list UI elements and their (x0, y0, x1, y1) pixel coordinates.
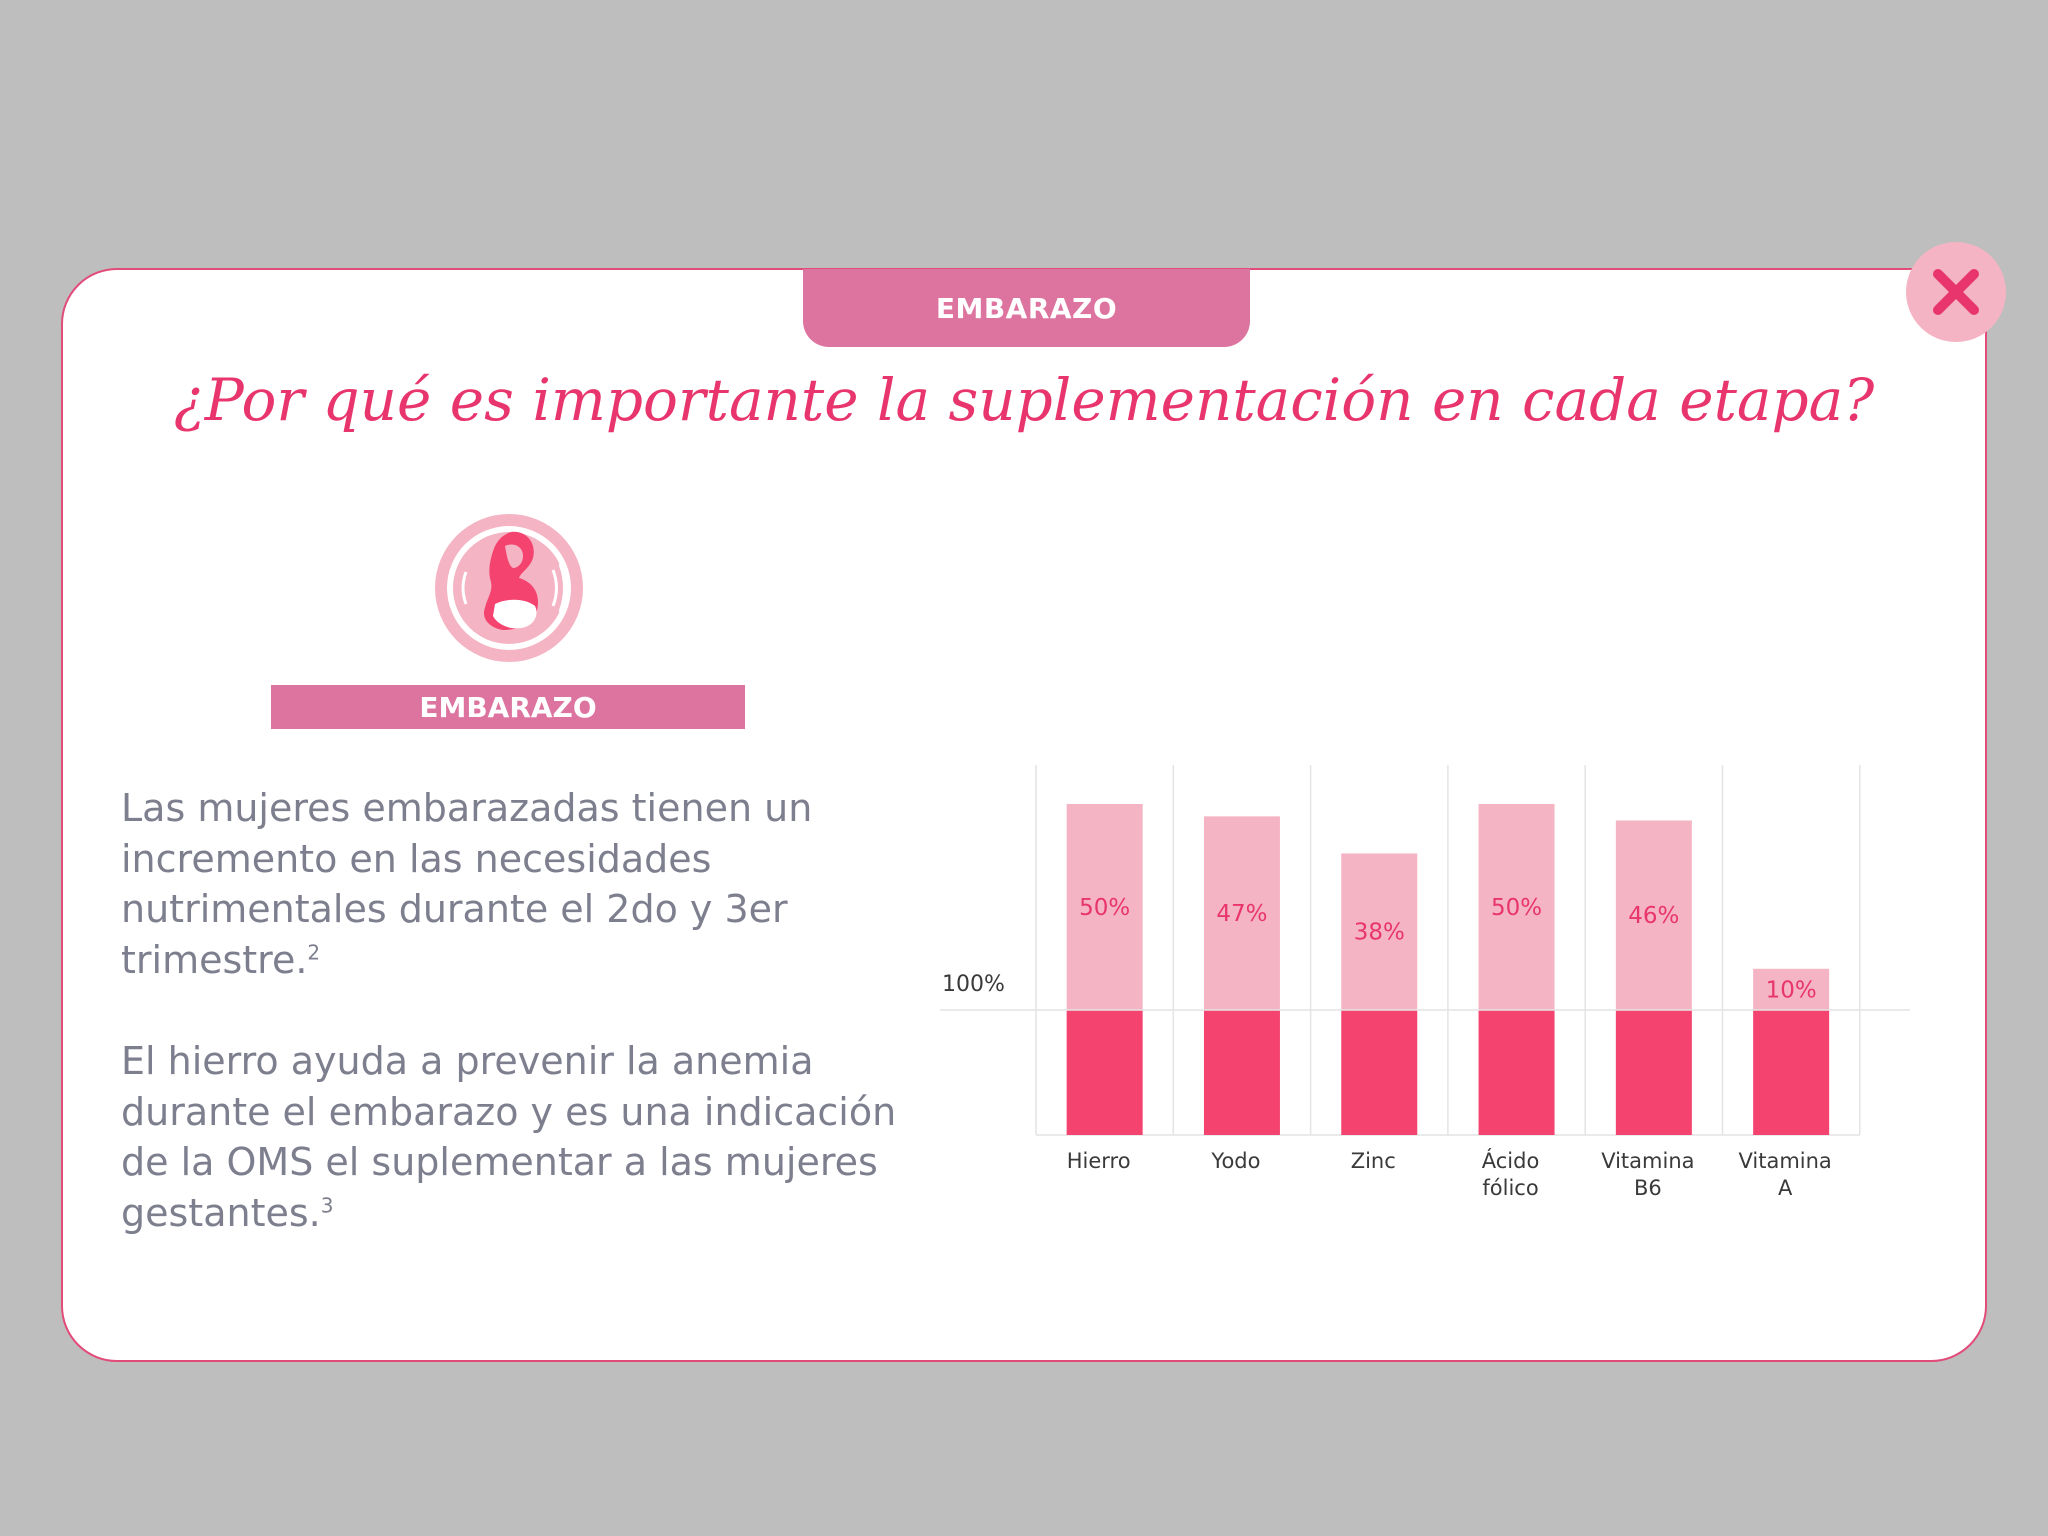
category-label-4: Vitamina (1601, 1149, 1695, 1173)
reference-2: 2 (307, 939, 321, 964)
nutrient-increase-chart (930, 750, 1920, 1220)
bar-base-5 (1753, 1010, 1829, 1135)
category-label-1: Yodo (1211, 1149, 1261, 1173)
category-label-0: Hierro (1066, 1149, 1131, 1173)
page-title: ¿Por qué es importante la suplementación en cada etapa? (173, 366, 1875, 434)
paragraph-needs (121, 783, 901, 985)
category-label-2: Zinc (1350, 1149, 1396, 1173)
data-label-4: 46% (1628, 903, 1680, 930)
paragraph-iron-text: El hierro ayuda a prevenir la anemia durante el embarazo y es una indicación de la OMS el suplementar a las mujeres gestantes. (121, 1039, 897, 1235)
bar-base-1 (1204, 1010, 1280, 1135)
stage-tab-label: EMBARAZO (935, 291, 1118, 325)
paragraph-iron (121, 1036, 901, 1238)
data-label-5: 10% (1765, 977, 1817, 1004)
data-label-0: 50% (1079, 895, 1131, 921)
category-label-4: B6 (1633, 1176, 1662, 1200)
data-label-3: 50% (1490, 895, 1543, 921)
data-label-2: 38% (1353, 919, 1405, 946)
close-icon (1906, 242, 2006, 342)
bar-base-0 (1067, 1010, 1143, 1135)
pregnant-woman-icon (433, 512, 585, 664)
category-label-3: Ácido (1481, 1149, 1540, 1173)
bar-base-4 (1616, 1010, 1692, 1135)
bar-base-2 (1341, 1010, 1417, 1135)
close-button[interactable] (1906, 242, 2006, 342)
paragraph-needs-text: Las mujeres embarazadas tienen un incremento en las necesidades nutrimentales durante el 2do y 3er trimestre. (121, 786, 813, 982)
stage-label-text: EMBARAZO (419, 690, 597, 724)
category-label-5: A (1777, 1176, 1793, 1200)
category-label-5: Vitamina (1738, 1149, 1832, 1173)
baseline-label: 100% (942, 972, 1005, 997)
bar-base-3 (1479, 1010, 1555, 1135)
stage-label (271, 685, 745, 729)
data-label-1: 47% (1216, 901, 1268, 928)
stage-tab (803, 269, 1250, 347)
reference-3: 3 (320, 1192, 334, 1217)
category-label-3: fólico (1482, 1176, 1539, 1200)
